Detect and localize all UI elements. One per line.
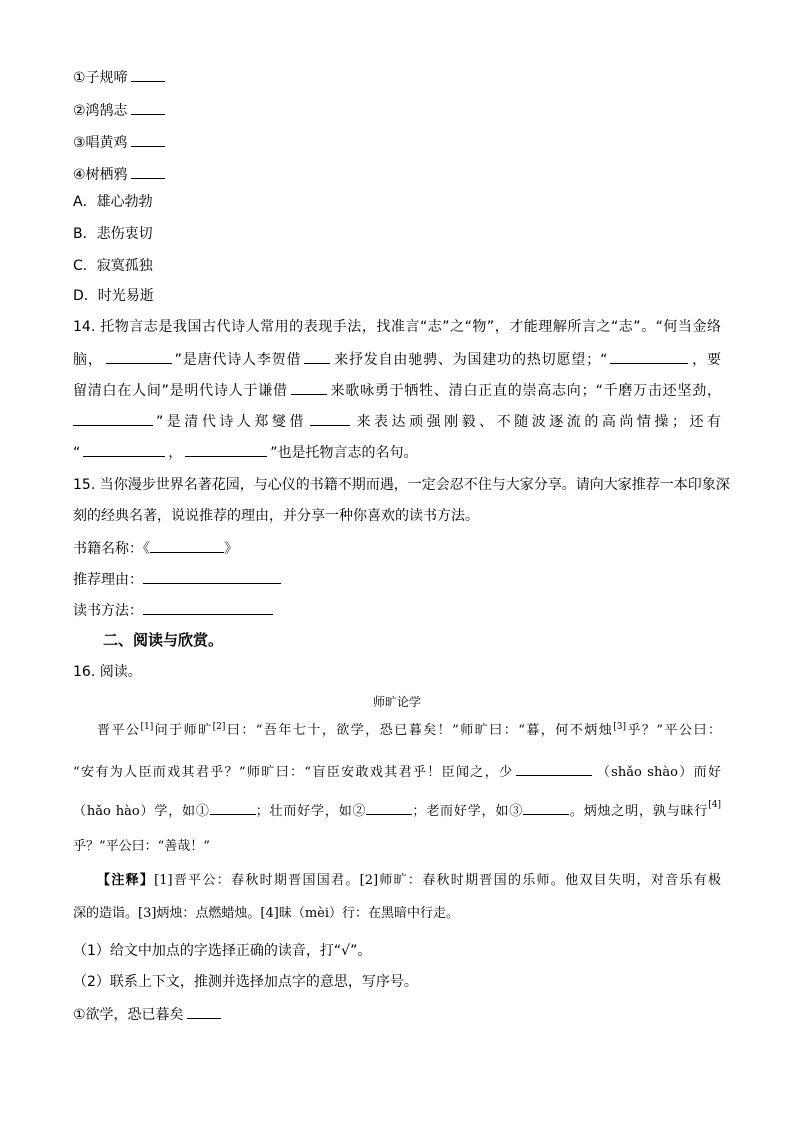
answer-blank[interactable] <box>73 412 153 426</box>
match-item-1: ①子规啼 <box>73 68 168 86</box>
book-name-row: 书籍名称：《 》 <box>73 541 238 557</box>
answer-blank[interactable] <box>304 350 330 364</box>
answer-blank[interactable] <box>131 68 165 82</box>
match-item-4: ④树栖鸦 <box>73 165 168 183</box>
passage-title: 师旷论学 <box>372 695 421 709</box>
answer-blank[interactable] <box>516 762 592 776</box>
answer-blank[interactable] <box>366 801 412 815</box>
answer-blank[interactable] <box>610 350 688 364</box>
passage-line-3: （hǎo hào）学，如① ；壮而好学，如② ；老而好学，如③ 。炳烛之明，孰与昧行[4] <box>73 800 721 819</box>
answer-blank[interactable] <box>187 1005 221 1019</box>
method-row: 读书方法： <box>73 601 273 619</box>
book-name-field[interactable] <box>150 539 224 553</box>
q14-line-5: “ ， ”也是托物言志的名句。 <box>73 445 418 461</box>
subquestion-2-item-1: ①欲学，恐已暮矣 <box>73 1005 224 1023</box>
answer-blank[interactable] <box>523 801 569 815</box>
answer-blank[interactable] <box>210 801 256 815</box>
answer-blank[interactable] <box>310 412 350 426</box>
q14-line-2: 脑， ”是唐代诗人李贺借 来抒发自由驰骋、为国建功的热切愿望；“ ，要 <box>73 352 722 368</box>
answer-blank[interactable] <box>131 133 165 147</box>
q14-line-3: 留清白在人间”是明代诗人于谦借 来歌咏勇于牺牲、清白正直的崇高志向；“千磨万击还坚劲， <box>73 383 721 399</box>
answer-blank[interactable] <box>291 381 327 395</box>
section-heading: 二、阅读与欣赏。 <box>103 631 224 649</box>
option-c: C．寂寞孤独 <box>73 258 153 274</box>
passage-line-1: 晋平公[1]问于师旷[2]曰：“吾年七十，欲学，恐已暮矣！”师旷曰：“暮，何不炳烛[3]乎？”平公曰： <box>97 722 721 738</box>
q14-line-1: 14. 托物言志是我国古代诗人常用的表现手法，找准言“志”之“物”，才能理解所言之“志”。“何当金络 <box>73 319 721 335</box>
reason-row: 推荐理由： <box>73 570 281 588</box>
answer-blank[interactable] <box>131 165 165 179</box>
reason-field[interactable] <box>143 570 281 584</box>
match-item-3: ③唱黄鸡 <box>73 133 168 151</box>
passage-line-4: 乎？”平公曰：“善哉！” <box>73 839 210 854</box>
q15-line-2: 刻的经典名著，说说推荐的理由，并分享一种你喜欢的读书方法。 <box>73 508 479 524</box>
q16-intro: 16. 阅读。 <box>73 664 142 680</box>
answer-blank[interactable] <box>83 443 165 457</box>
q15-line-1: 15. 当你漫步世界名著花园，与心仪的书籍不期而遇，一定会忍不住与大家分享。请向大家推荐一本印象深 <box>73 477 730 493</box>
subquestion-2: （2）联系上下文，推测并选择加点字的意思，写序号。 <box>73 974 418 990</box>
option-b: B．悲伤衷切 <box>73 226 153 242</box>
option-d: D．时光易逝 <box>73 288 154 304</box>
answer-blank[interactable] <box>131 101 165 115</box>
option-a: A．雄心勃勃 <box>73 194 153 210</box>
answer-blank[interactable] <box>185 443 267 457</box>
method-field[interactable] <box>143 601 273 615</box>
q14-line-4: ”是清代诗人郑燮借 来表达顽强刚毅、不随波逐流的高尚情操；还有 <box>73 412 721 430</box>
notes-line-1: 【注释】[1]晋平公：春秋时期晋国国君。[2]师旷：春秋时期晋国的乐师。他双目失明，对音乐有极 <box>97 873 721 888</box>
passage-line-2: “安有为人臣而戏其君乎？”师旷曰：“盲臣安敢戏其君乎！臣闻之，少 （shǎo shào）而好 <box>73 762 721 781</box>
answer-blank[interactable] <box>106 350 172 364</box>
subquestion-1: （1）给文中加点的字选择正确的读音，打“√”。 <box>73 943 372 959</box>
notes-line-2: 深的造诣。[3]炳烛：点燃蜡烛。[4]昧（mèi）行：在黑暗中行走。 <box>73 906 460 921</box>
match-item-2: ②鸿鹄志 <box>73 101 168 119</box>
